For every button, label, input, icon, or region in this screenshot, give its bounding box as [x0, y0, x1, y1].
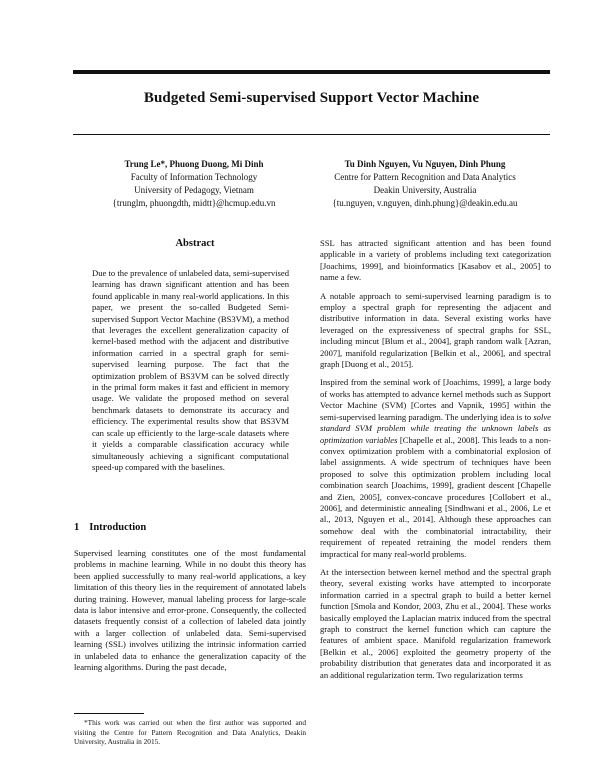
footnote-rule — [74, 713, 144, 714]
abstract-heading: Abstract — [175, 238, 215, 249]
author-affiliation-left — [74, 158, 314, 210]
footnote-text: *This work was carried out when the first author was supported and visiting the Centre for Pattern Recognition and Data Analytics, Deakin University, Australia in 2015. — [74, 718, 306, 746]
author-univ-right: Deakin University, Australia — [373, 185, 477, 195]
intro-paragraph-1: Supervised learning constitutes one of the most fundamental problems in machine learning. While in no doubt this theory has been applied successfully to many real-world applications, a key limitation of this theory lies in the requirement of annotated labels during training. However, manual labeling process for large-scale data is labor intensive and error-prone. Consequently, the collected datasets frequently consist of a collection of labeled data jointly with a larger collection of unlabeled data. Semi-supervised learning (SSL) involves utilizing the intrinsic information carried in unlabeled data to enhance the generalization capacity of the learning algorithms. During the past decade, — [74, 548, 306, 673]
right-paragraph-3-end: [Chapelle et al., 2008]. This leads to a non-convex optimization problem with a combinatorial explosion of label assignments. A wide spectrum of techniques have been proposed to solve this optimization problem including local combination search [Joachims, 1999], gradient descent [Chapelle and Zien, 2005], convex-concave procedures [Collobert et al., 2006], and deterministic annealing [Sindhwani et al., 2006, Le et al., 2013, Nguyen et al., 2014]. Although these approaches can somehow deal with the combinatorial intractability, their requirement of repeated retraining the model renders them impractical for many real-world problems. — [320, 434, 552, 559]
right-paragraph-4: At the intersection between kernel method and the spectral graph theory, several existing works have attempted to incorporate information carried in a spectral graph to build a better kernel function [Smola and Kondor, 2003, Zhu et al., 2004]. These works basically employed the Laplacian matrix induced from the spectral graph to construct the kernel function which can capture the features of ambient space. Manifold regularization framework [Belkin et al., 2006] exploited the geometry property of the probability distribution that generates data and incorporated it as an additional regularization term. Two regularization terms — [320, 566, 551, 680]
section-title: Introduction — [89, 522, 147, 533]
abstract-body — [92, 268, 289, 473]
author-names-right: Tu Dinh Nguyen, Vu Nguyen, Dinh Phung — [344, 159, 506, 169]
right-paragraph-1: SSL has attracted significant attention and has been found applicable in a variety of problems including text categorization [Joachims, 1999], and bioinformatics [Kasabov et al., 2005] to name a few. — [320, 238, 551, 283]
section-heading — [74, 522, 146, 533]
author-dept-right: Centre for Pattern Recognition and Data Analytics — [334, 172, 516, 182]
author-emails-right: {tu.nguyen, v.nguyen, dinh.phung}@deakin.edu.au — [332, 198, 518, 208]
author-emails-left: {trunglm, phuongdth, midtt}@hcmup.edu.vn — [112, 198, 276, 208]
right-paragraph-3 — [320, 377, 551, 560]
section-number: 1 — [74, 522, 80, 533]
author-dept-left: Faculty of Information Technology — [130, 172, 258, 182]
author-names-left: Trung Le*, Phuong Duong, Mi Dinh — [124, 159, 264, 169]
author-univ-left: University of Pedagogy, Vietnam — [134, 185, 254, 195]
right-paragraph-3-start: Inspired from the seminal work of [Joachims, 1999], a large body of works has attempted to advance kernel methods such as Support Vector Machine (SVM) [Cortes and Vapnik, 1995] within the semi-supervised learning paradigm. The underlying idea is to — [320, 377, 551, 422]
author-affiliation-right — [305, 158, 545, 210]
title-top-rule — [73, 70, 550, 74]
right-paragraph-2: A notable approach to semi-supervised learning paradigm is to employ a spectral graph for representing the adjacent and distributive information in data. Several existing works have leveraged on the expressiveness of spectral graphs for SSL, including mincut [Blum et al., 2004], graph random walk [Azran, 2007], manifold regularization [Belkin et al., 2006], and spectral graph [Duong et al., 2015]. — [320, 290, 551, 370]
title-bottom-rule — [73, 134, 550, 135]
abstract-text: Due to the prevalence of unlabeled data, semi-supervised learning has drawn significant attention and has been found applicable in many real-world applications. In this paper, we present the so-called Budgeted Semi-supervised Support Vector Machine (BS3VM), a method that leverages the excellent generalization capacity of kernel-based method with the adjacent and distributive information carried in a spectral graph for semi-supervised learning purpose. The fact that the optimization problem of BS3VM can be solved directly in the primal form makes it fast and efficient in memory usage. We validate the proposed method on several benchmark datasets to demonstrate its accuracy and efficiency. The experimental results show that BS3VM can scale up efficiently to the large-scale datasets where it yields a comparable classification accuracy while simultaneously achieving a significant computational speed-up compared with the baselines. — [92, 268, 289, 472]
paper-title: Budgeted Semi-supervised Support Vector Machine — [143, 90, 480, 106]
introduction-body — [74, 548, 306, 680]
right-paragraph-3-emphasis: solve standard SVM problem while treating the unknown labels as optimization variables — [320, 411, 551, 445]
right-column-body — [320, 238, 551, 688]
footnote — [74, 718, 306, 747]
